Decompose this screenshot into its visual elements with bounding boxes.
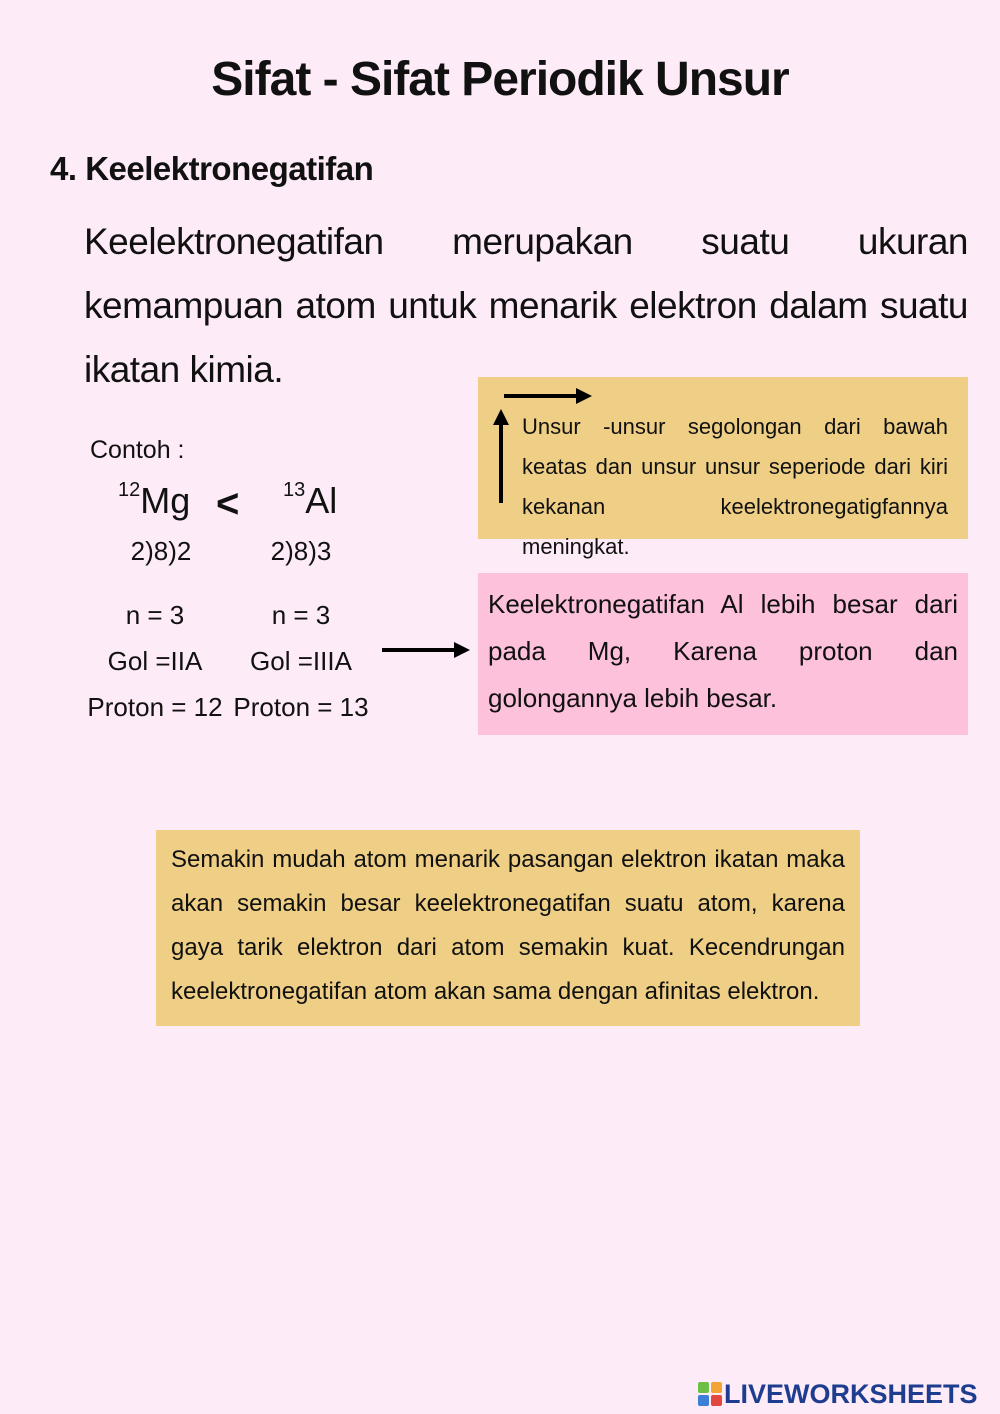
mg-symbol: Mg: [140, 480, 191, 521]
summary-text: Semakin mudah atom menarik pasangan elektron ikatan maka akan semakin besar keelektronegatifan suatu atom, karena gaya tarik elektron dari atom semakin kuat. Kecendrungan keelektronegatifan atom akan sama dengan afinitas elektron.: [171, 846, 845, 1005]
liveworksheets-logo-icon: [698, 1382, 722, 1406]
definition-paragraph: Keelektronegatifan merupakan suatu ukuran kemampuan atom untuk menarik elektron dalam suatu ikatan kimia.: [84, 221, 968, 390]
section-heading: 4. Keelektronegatifan: [50, 150, 374, 187]
arrow-right-icon: [382, 638, 472, 662]
mg-proton: Proton = 12: [87, 692, 223, 722]
element-al: [283, 480, 337, 522]
mg-group: Gol =IIA: [107, 646, 203, 676]
element-mg: [118, 480, 190, 522]
al-configuration: 2)8)3: [270, 536, 332, 566]
example-label: Contoh :: [90, 436, 185, 464]
page-title: Sifat - Sifat Periodik Unsur: [211, 53, 789, 106]
al-mass-number: 13: [283, 479, 306, 501]
al-period: n = 3: [271, 600, 331, 630]
al-symbol: Al: [305, 480, 338, 521]
summary-box: [156, 830, 860, 1026]
arrow-up-icon: [490, 409, 512, 505]
comparison-text: Keelektronegatifan Al lebih besar dari pada Mg, Karena proton dan golongannya lebih besar.: [488, 589, 958, 713]
mg-configuration: 2)8)2: [130, 536, 192, 566]
comparison-box: [478, 573, 968, 735]
al-proton: Proton = 13: [233, 692, 369, 722]
brand-watermark: [698, 1376, 978, 1412]
comparison-sign: <: [216, 482, 240, 526]
mg-mass-number: 12: [118, 479, 141, 501]
trend-box: [478, 377, 968, 559]
al-group: Gol =IIIA: [250, 646, 352, 676]
brand-text: LIVEWORKSHEETS: [724, 1378, 978, 1409]
mg-period: n = 3: [125, 600, 185, 630]
trend-text: Unsur -unsur segolongan dari bawah keatas dan unsur unsur seperiode dari kiri kekanan keelektronegatigfannya meningkat.: [522, 414, 948, 559]
arrow-right-icon: [504, 385, 596, 407]
